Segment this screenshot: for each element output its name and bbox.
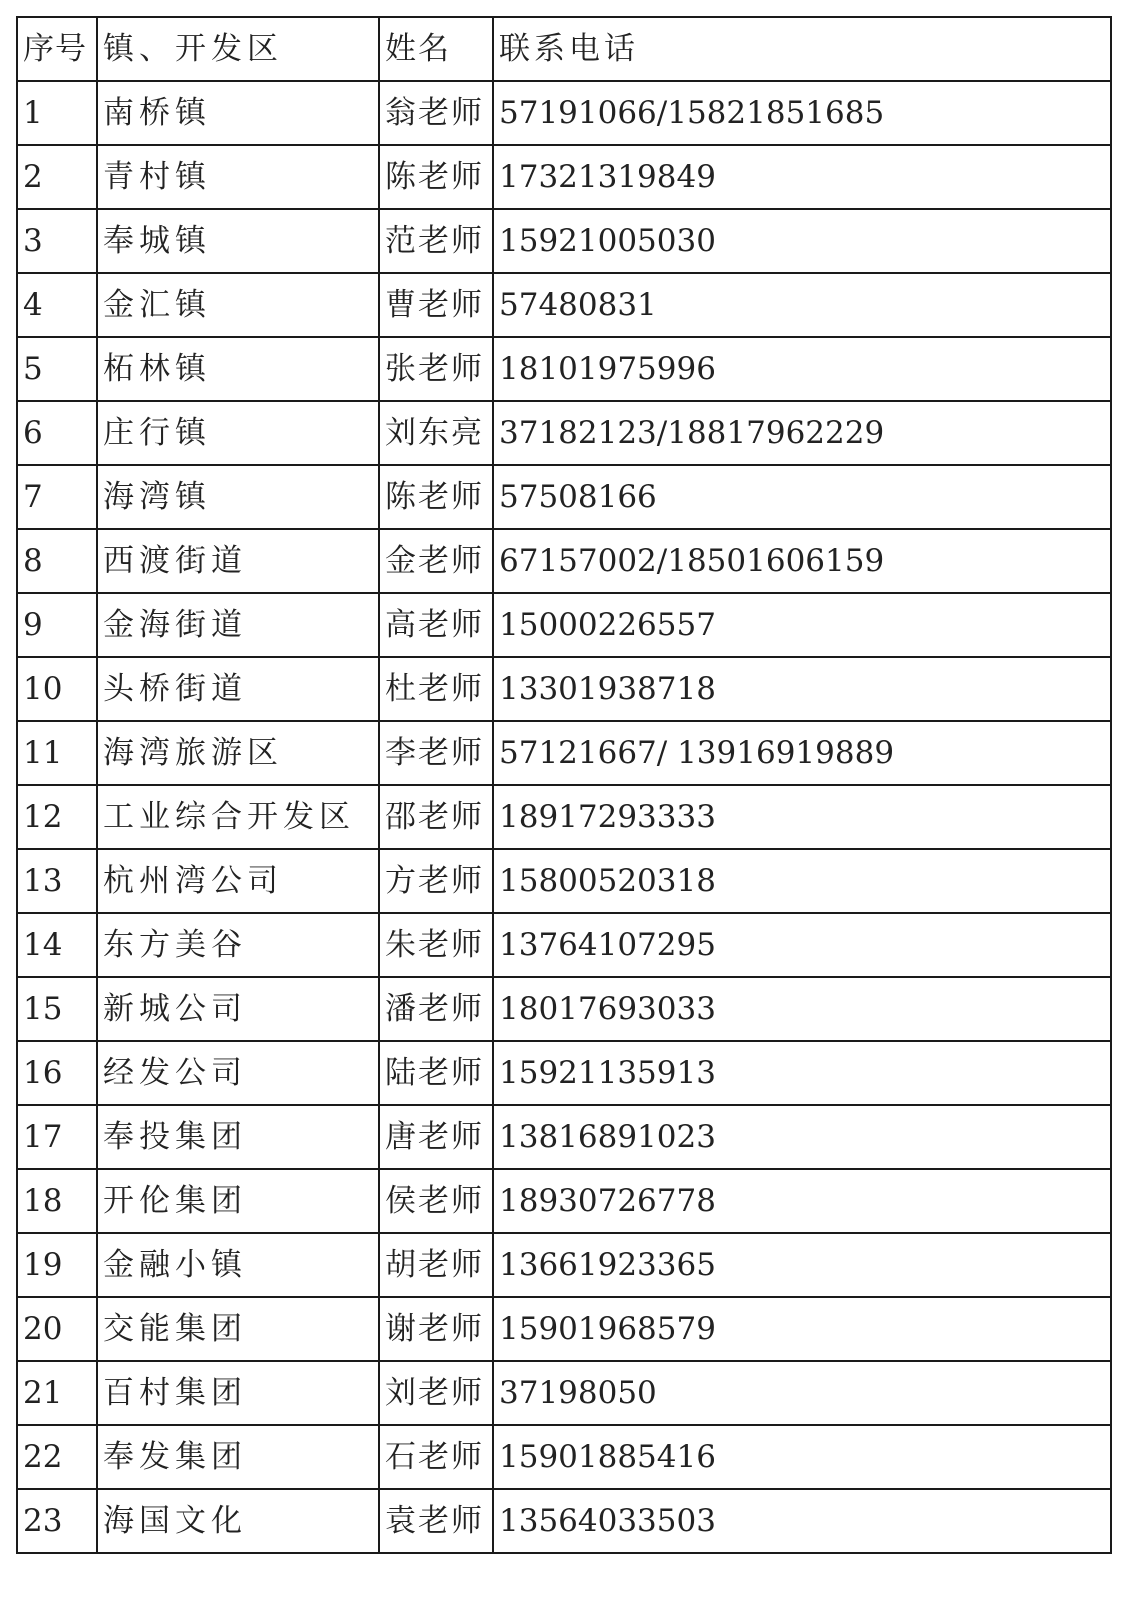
table-body <box>17 81 1111 1553</box>
row-contact-name: 胡老师 <box>379 1233 493 1297</box>
row-contact-name: 唐老师 <box>379 1105 493 1169</box>
row-contact-name: 杜老师 <box>379 657 493 721</box>
row-town: 百村集团 <box>97 1361 379 1425</box>
header-index: 序号 <box>17 17 97 81</box>
table-row <box>17 721 1111 785</box>
row-index: 17 <box>17 1105 97 1169</box>
row-phone: 13661923365 <box>493 1233 1111 1297</box>
table-row <box>17 1297 1111 1361</box>
table-row <box>17 657 1111 721</box>
row-index: 20 <box>17 1297 97 1361</box>
row-phone: 57191066/15821851685 <box>493 81 1111 145</box>
row-contact-name: 谢老师 <box>379 1297 493 1361</box>
table-row <box>17 977 1111 1041</box>
row-town: 新城公司 <box>97 977 379 1041</box>
row-town: 奉发集团 <box>97 1425 379 1489</box>
row-phone: 57480831 <box>493 273 1111 337</box>
row-phone: 57121667/ 13916919889 <box>493 721 1111 785</box>
row-phone: 15800520318 <box>493 849 1111 913</box>
table-row <box>17 465 1111 529</box>
row-town: 交能集团 <box>97 1297 379 1361</box>
table-row <box>17 145 1111 209</box>
row-town: 南桥镇 <box>97 81 379 145</box>
row-phone: 18930726778 <box>493 1169 1111 1233</box>
table-row <box>17 849 1111 913</box>
table-row <box>17 593 1111 657</box>
table-row <box>17 785 1111 849</box>
row-town: 东方美谷 <box>97 913 379 977</box>
row-phone: 15000226557 <box>493 593 1111 657</box>
row-phone: 15901885416 <box>493 1425 1111 1489</box>
table-header <box>17 17 1111 81</box>
row-town: 经发公司 <box>97 1041 379 1105</box>
row-town: 金海街道 <box>97 593 379 657</box>
row-town: 金融小镇 <box>97 1233 379 1297</box>
table-row <box>17 1425 1111 1489</box>
row-contact-name: 潘老师 <box>379 977 493 1041</box>
row-index: 19 <box>17 1233 97 1297</box>
row-town: 头桥街道 <box>97 657 379 721</box>
row-phone: 13816891023 <box>493 1105 1111 1169</box>
row-contact-name: 高老师 <box>379 593 493 657</box>
table-row <box>17 401 1111 465</box>
contact-table <box>16 16 1112 1554</box>
row-phone: 37198050 <box>493 1361 1111 1425</box>
row-contact-name: 曹老师 <box>379 273 493 337</box>
row-contact-name: 侯老师 <box>379 1169 493 1233</box>
row-index: 12 <box>17 785 97 849</box>
row-contact-name: 刘老师 <box>379 1361 493 1425</box>
row-phone: 37182123/18817962229 <box>493 401 1111 465</box>
row-index: 16 <box>17 1041 97 1105</box>
row-contact-name: 方老师 <box>379 849 493 913</box>
row-town: 奉投集团 <box>97 1105 379 1169</box>
row-phone: 13301938718 <box>493 657 1111 721</box>
row-index: 7 <box>17 465 97 529</box>
row-contact-name: 陈老师 <box>379 465 493 529</box>
row-index: 18 <box>17 1169 97 1233</box>
row-index: 5 <box>17 337 97 401</box>
table-row <box>17 1361 1111 1425</box>
row-contact-name: 陈老师 <box>379 145 493 209</box>
row-phone: 13564033503 <box>493 1489 1111 1553</box>
row-town: 金汇镇 <box>97 273 379 337</box>
row-contact-name: 张老师 <box>379 337 493 401</box>
row-phone: 18017693033 <box>493 977 1111 1041</box>
header-row <box>17 17 1111 81</box>
table-row <box>17 1169 1111 1233</box>
header-town: 镇、开发区 <box>97 17 379 81</box>
row-index: 6 <box>17 401 97 465</box>
row-index: 11 <box>17 721 97 785</box>
row-index: 22 <box>17 1425 97 1489</box>
row-index: 10 <box>17 657 97 721</box>
row-town: 柘林镇 <box>97 337 379 401</box>
row-town: 工业综合开发区 <box>97 785 379 849</box>
row-contact-name: 范老师 <box>379 209 493 273</box>
row-town: 杭州湾公司 <box>97 849 379 913</box>
table-row <box>17 1041 1111 1105</box>
row-index: 13 <box>17 849 97 913</box>
row-index: 9 <box>17 593 97 657</box>
row-index: 1 <box>17 81 97 145</box>
header-name: 姓名 <box>379 17 493 81</box>
row-index: 8 <box>17 529 97 593</box>
row-town: 开伦集团 <box>97 1169 379 1233</box>
contact-table-page <box>16 16 1110 1554</box>
row-contact-name: 陆老师 <box>379 1041 493 1105</box>
table-row <box>17 1105 1111 1169</box>
row-index: 14 <box>17 913 97 977</box>
row-phone: 15921005030 <box>493 209 1111 273</box>
table-row <box>17 337 1111 401</box>
row-town: 海湾旅游区 <box>97 721 379 785</box>
row-phone: 18101975996 <box>493 337 1111 401</box>
row-phone: 17321319849 <box>493 145 1111 209</box>
row-town: 海国文化 <box>97 1489 379 1553</box>
table-row <box>17 1489 1111 1553</box>
row-index: 2 <box>17 145 97 209</box>
row-phone: 13764107295 <box>493 913 1111 977</box>
row-contact-name: 金老师 <box>379 529 493 593</box>
row-phone: 15921135913 <box>493 1041 1111 1105</box>
row-contact-name: 邵老师 <box>379 785 493 849</box>
row-town: 海湾镇 <box>97 465 379 529</box>
row-phone: 67157002/18501606159 <box>493 529 1111 593</box>
row-index: 21 <box>17 1361 97 1425</box>
row-phone: 57508166 <box>493 465 1111 529</box>
table-row <box>17 913 1111 977</box>
row-index: 15 <box>17 977 97 1041</box>
row-contact-name: 翁老师 <box>379 81 493 145</box>
table-row <box>17 273 1111 337</box>
row-contact-name: 石老师 <box>379 1425 493 1489</box>
row-contact-name: 刘东亮 <box>379 401 493 465</box>
table-row <box>17 81 1111 145</box>
row-index: 3 <box>17 209 97 273</box>
row-phone: 18917293333 <box>493 785 1111 849</box>
row-index: 4 <box>17 273 97 337</box>
table-row <box>17 529 1111 593</box>
row-town: 西渡街道 <box>97 529 379 593</box>
row-contact-name: 朱老师 <box>379 913 493 977</box>
row-town: 奉城镇 <box>97 209 379 273</box>
row-contact-name: 李老师 <box>379 721 493 785</box>
row-phone: 15901968579 <box>493 1297 1111 1361</box>
header-phone: 联系电话 <box>493 17 1111 81</box>
row-town: 庄行镇 <box>97 401 379 465</box>
row-contact-name: 袁老师 <box>379 1489 493 1553</box>
row-town: 青村镇 <box>97 145 379 209</box>
row-index: 23 <box>17 1489 97 1553</box>
table-row <box>17 1233 1111 1297</box>
table-row <box>17 209 1111 273</box>
